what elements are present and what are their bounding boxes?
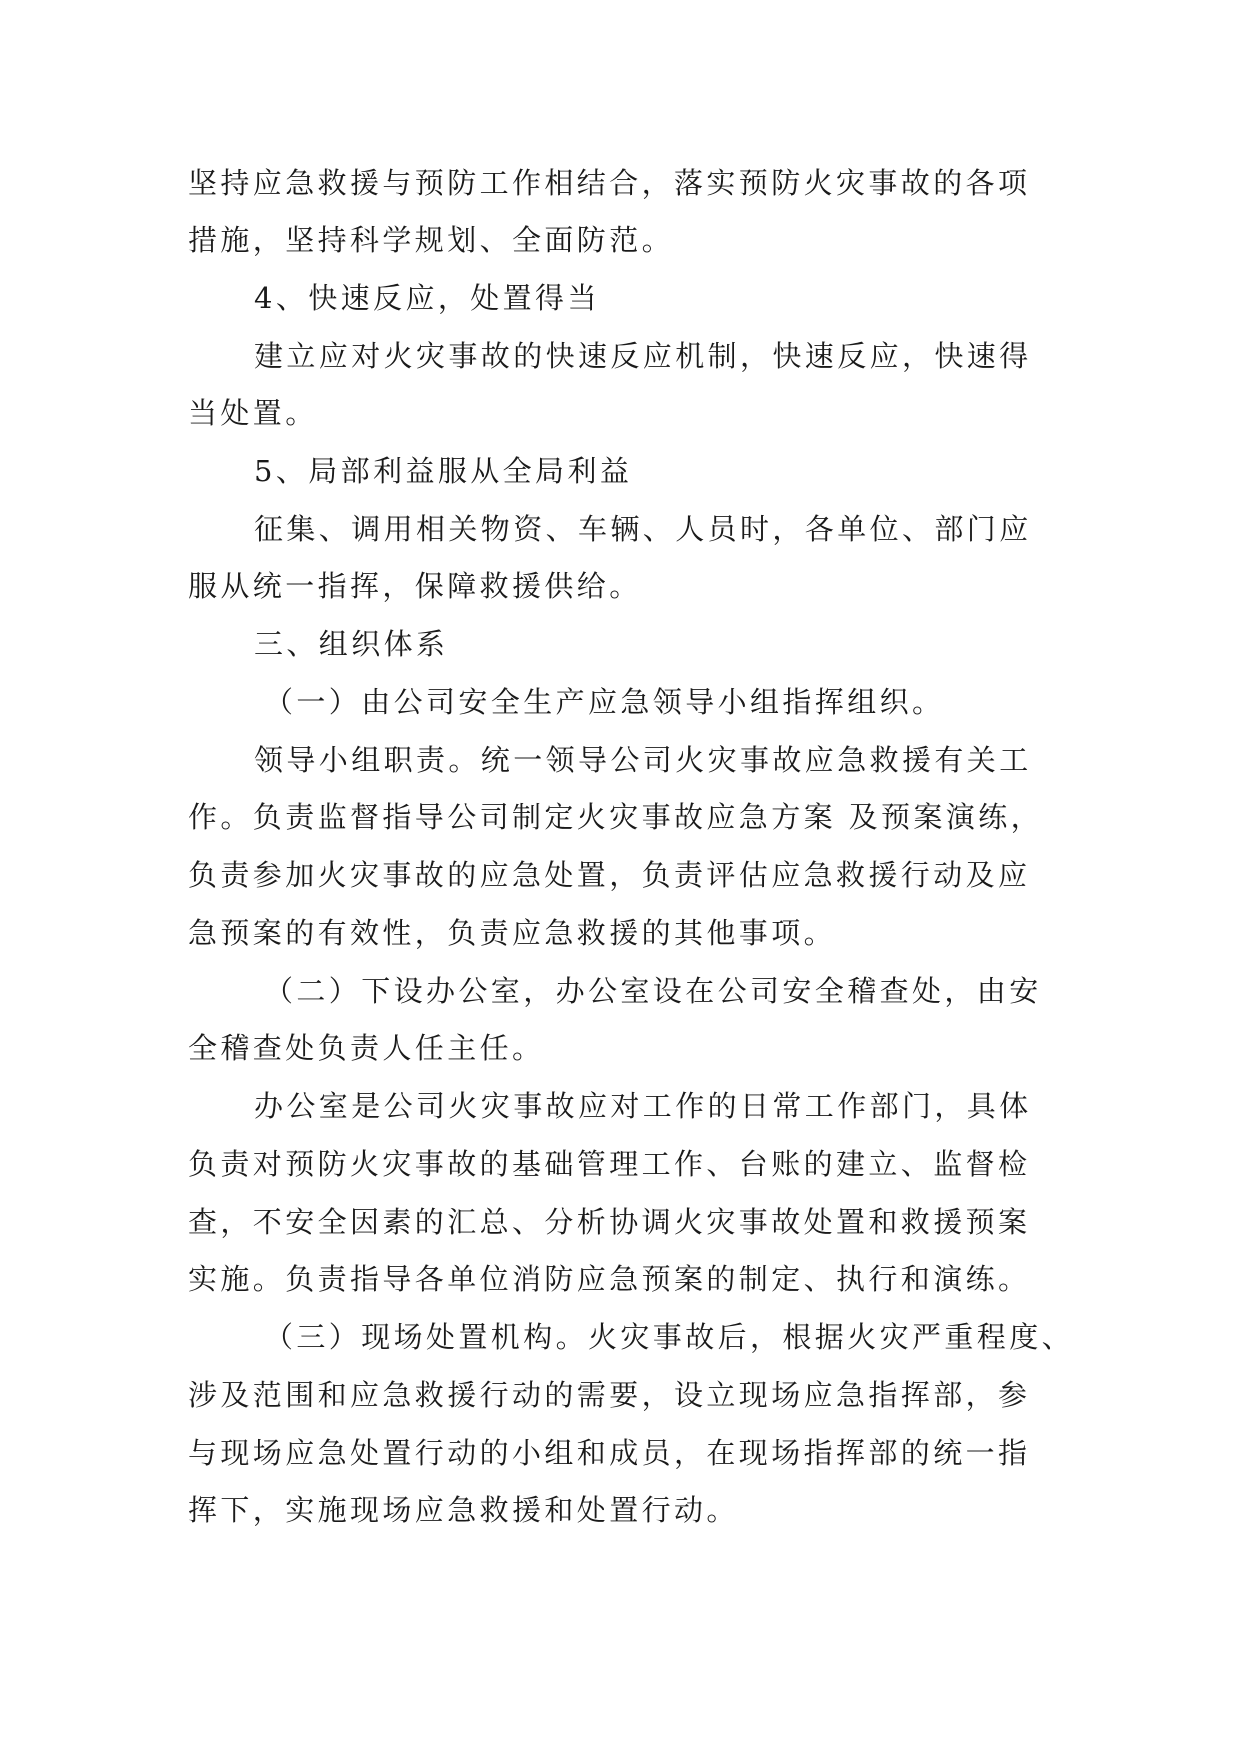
body-text-line: 与现场应急处置行动的小组和成员，在现场指挥部的统一指: [188, 1436, 1031, 1470]
body-text-line: 征集、调用相关物资、车辆、人员时，各单位、部门应: [254, 512, 1032, 546]
body-text-line: 查，不安全因素的汇总、分析协调火灾事故处置和救援预案: [188, 1205, 1031, 1239]
subsection-heading: （二）下设办公室，办公室设在公司安全稽查处，由安: [264, 974, 1042, 1008]
body-text-line: 领导小组职责。统一领导公司火灾事故应急救援有关工: [254, 743, 1032, 777]
section-heading: 5、局部利益服从全局利益: [254, 454, 633, 488]
subsection-heading: （三）现场处置机构。火灾事故后，根据火灾严重程度、: [264, 1320, 1075, 1354]
body-text-line: 坚持应急救援与预防工作相结合，落实预防火灾事故的各项: [188, 166, 1031, 200]
body-text-line: 作。负责监督指导公司制定火灾事故应急方案 及预案演练，: [188, 800, 1044, 834]
body-text-line: 建立应对火灾事故的快速反应机制，快速反应，快速得: [254, 339, 1032, 373]
body-text-line: 负责参加火灾事故的应急处置，负责评估应急救援行动及应: [188, 858, 1031, 892]
body-text-line: 实施。负责指导各单位消防应急预案的制定、执行和演练。: [188, 1262, 1031, 1296]
body-text-line: 急预案的有效性，负责应急救援的其他事项。: [188, 916, 837, 950]
body-text-line: 负责对预防火灾事故的基础管理工作、台账的建立、监督检: [188, 1147, 1031, 1181]
body-text-line: 措施，坚持科学规划、全面防范。: [188, 223, 675, 257]
body-text-line: 挥下，实施现场应急救援和处置行动。: [188, 1493, 739, 1527]
section-heading: 三、组织体系: [254, 627, 449, 661]
body-text-line: 涉及范围和应急救援行动的需要，设立现场应急指挥部，参: [188, 1378, 1031, 1412]
section-heading: 4、快速反应，处置得当: [254, 281, 600, 315]
body-text-line: 当处置。: [188, 396, 318, 430]
body-text-line: 服从统一指挥，保障救援供给。: [188, 569, 642, 603]
subsection-heading: （一）由公司安全生产应急领导小组指挥组织。: [264, 685, 945, 719]
body-text-line: 办公室是公司火灾事故应对工作的日常工作部门，具体: [254, 1089, 1032, 1123]
body-text-line: 全稽查处负责人任主任。: [188, 1031, 545, 1065]
